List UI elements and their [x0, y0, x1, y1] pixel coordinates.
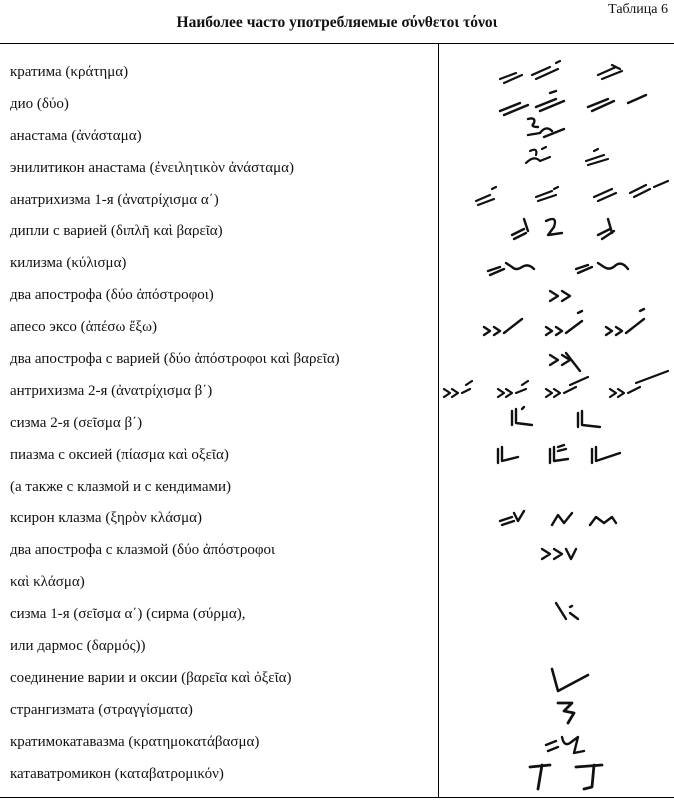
table-row: сизма 1-я (σεῖσμα α΄) (сирма (σύρμα), [10, 606, 246, 623]
table-row: кратима (κράτημα) [10, 64, 129, 80]
kratima-neume-icon [498, 57, 648, 87]
variya-oksiya-neume-icon [550, 665, 594, 695]
table-row: дио (δύο) [10, 95, 69, 112]
piazma-oksiya-neume-icon [496, 439, 626, 465]
table-row: анастама (ἀνάσταμα) [10, 127, 142, 144]
table-row: дипли с варией (διπλῆ καὶ βαρεῖα) [10, 223, 223, 240]
table-row: два апострофа с варией (δύο ἀπόστροφοι καὶ βαρεῖα) [10, 351, 340, 368]
apeso-ekso-neume-icon [482, 307, 662, 341]
table-row: καὶ κλάσμα) [10, 574, 85, 591]
table-caption: Таблица 6 [608, 2, 668, 17]
table-row: апесо эксо (ἀπέσω ἔξω) [10, 319, 157, 336]
table-row: антрихизма 2-я (ἀνατρίχισμα β΄) [10, 382, 213, 399]
bottom-rule [0, 797, 674, 798]
table-row: анатрихизма 1-я (ἀνατρίχισμα α΄) [10, 191, 219, 208]
dva-apostrofa-klazma-neume-icon [540, 545, 580, 563]
ksiron-klazma-neume-icon [498, 507, 628, 531]
table-row: два апострофа с клазмой (δύο ἀπόστροφοι [10, 542, 276, 559]
table-title-greek: σύνθετοι τόνοι [401, 14, 498, 31]
dva-apostrofa-variya-neume-icon [548, 349, 584, 373]
table-row: пиазма с оксией (πίασμα καὶ οξεῖα) [10, 446, 229, 463]
table-row: соединение варии и оксии (βαρεῖα καὶ ὀξεῖα) [10, 669, 292, 686]
sizma-1-neume-icon [554, 599, 584, 625]
table-row: или дармос (δαρμός)) [10, 638, 146, 655]
anastama-neume-icon [524, 113, 584, 143]
table-row: энилитикон анастама (ἐνειλητικὸν ἀνάσταμα) [10, 159, 295, 176]
table-row: сизма 2-я (σεῖσμα β΄) [10, 414, 143, 431]
antrikhizma-2-neume-icon [442, 371, 674, 401]
table-row: ксирон клазма (ξηρὸν κλάσμα) [10, 510, 203, 527]
signs-column [440, 43, 674, 797]
table-row: (а также с клазмой и с кендимами) [10, 478, 231, 495]
table-title-text: Наиболее часто употребляемые [176, 14, 398, 31]
kilizma-neume-icon [486, 253, 666, 279]
dva-apostrofa-neume-icon [548, 287, 582, 305]
table-row: килизма (κύλισμα) [10, 255, 127, 272]
table-row: два апострофа (δύο ἀπόστροφοι) [10, 287, 214, 304]
column-divider [438, 43, 439, 797]
dipli-variya-neume-icon [510, 211, 640, 241]
table-row: кратимокатавазма (κρατημοκατάβασμα) [10, 733, 260, 750]
table-row: катаватромикон (καταβατρομικόν) [10, 765, 224, 782]
table-title [0, 14, 674, 32]
katavatromikon-neume-icon [528, 761, 618, 793]
table-row: странгизмата (στραγγίσματα) [10, 701, 193, 718]
enilitikon-anastama-neume-icon [522, 143, 622, 173]
names-column [10, 57, 436, 790]
sizma-2-neume-icon [508, 405, 618, 431]
kratimokatavazma-neume-icon [544, 731, 594, 757]
anatrikhizma-1-neume-icon [474, 175, 674, 207]
strangizmata-neume-icon [556, 699, 580, 725]
